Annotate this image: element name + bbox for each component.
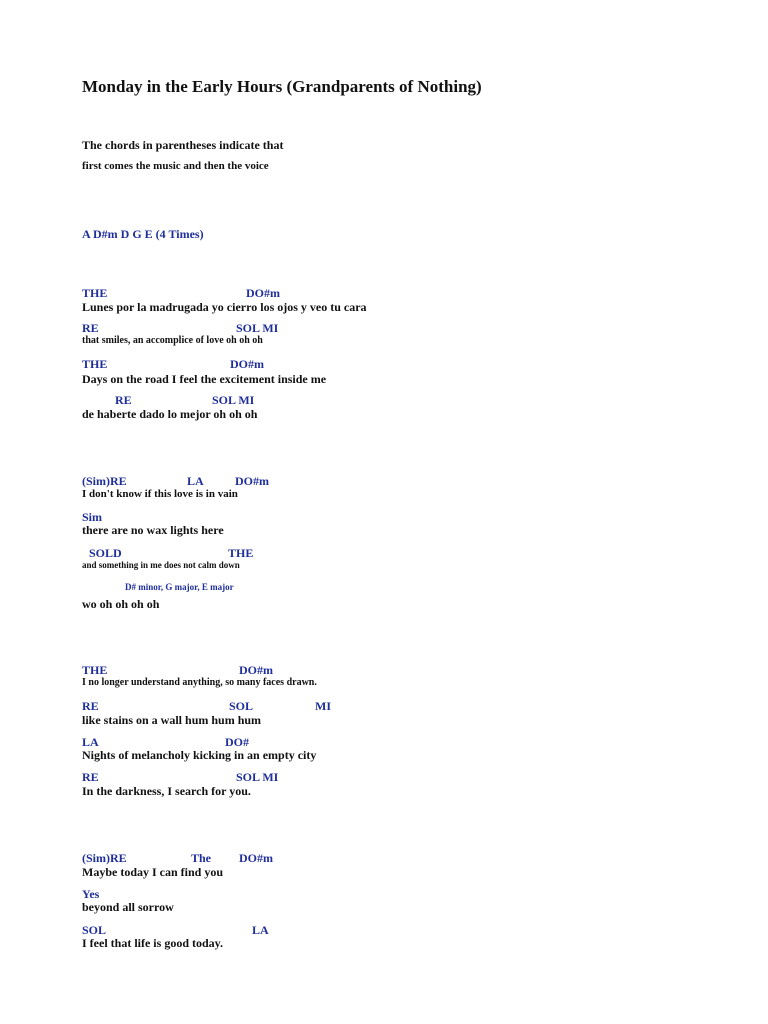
verse1-chord: RE — [82, 321, 99, 335]
verse1-chord: THE — [82, 286, 108, 300]
verse2-lyric: Nights of melancholy kicking in an empty city — [82, 748, 317, 762]
verse2-chord: LA — [82, 735, 99, 749]
verse2-chord: RE — [82, 699, 99, 713]
chorus1-lyric: wo oh oh oh oh — [82, 597, 160, 611]
chorus1-chord: (Sim)RE — [82, 474, 127, 488]
verse1-chord: RE — [115, 393, 132, 407]
intro-note-1: The chords in parentheses indicate that — [82, 138, 284, 152]
verse1-lyric: de haberte dado lo mejor oh oh oh — [82, 407, 258, 421]
chorus1-lyric: there are no wax lights here — [82, 523, 224, 537]
verse2-chord: DO# — [225, 735, 249, 749]
chorus2-lyric: beyond all sorrow — [82, 900, 174, 914]
chorus2-chord: DO#m — [239, 851, 273, 865]
chorus2-chord: (Sim)RE — [82, 851, 127, 865]
chorus1-chord: LA — [187, 474, 204, 488]
verse2-chord: MI — [315, 699, 331, 713]
page-title: Monday in the Early Hours (Grandparents of Nothing) — [82, 77, 482, 96]
verse2-chord: SOL — [229, 699, 254, 713]
verse1-lyric: Lunes por la madrugada yo cierro los ojos y veo tu cara — [82, 300, 367, 314]
chorus2-lyric: Maybe today I can find you — [82, 865, 224, 879]
verse2-lyric: I no longer understand anything, so many faces drawn. — [82, 677, 317, 688]
verse1-chord: DO#m — [246, 286, 280, 300]
chorus2-chord: Yes — [82, 887, 100, 901]
chorus2-chord: The — [191, 851, 212, 865]
chorus2-lyric: I feel that life is good today. — [82, 936, 223, 950]
chorus1-lyric: and something in me does not calm down — [82, 560, 240, 570]
verse2-chord: DO#m — [239, 663, 273, 677]
intro-chords: A D#m D G E (4 Times) — [82, 227, 204, 241]
chorus2-chord: SOL — [82, 923, 107, 937]
verse2-lyric: like stains on a wall hum hum hum — [82, 713, 262, 727]
verse1-lyric: that smiles, an accomplice of love oh oh oh — [82, 335, 263, 346]
chorus2-chord: LA — [252, 923, 269, 937]
chorus1-chord-names: D# minor, G major, E major — [125, 582, 234, 592]
intro-note-2: first comes the music and then the voice — [82, 160, 269, 172]
verse1-chord: SOL MI — [212, 393, 255, 407]
verse2-chord: SOL MI — [236, 770, 279, 784]
chorus1-lyric: I don't know if this love is in vain — [82, 488, 238, 500]
verse1-chord: SOL MI — [236, 321, 279, 335]
verse2-lyric: In the darkness, I search for you. — [82, 784, 251, 798]
chorus1-chord: DO#m — [235, 474, 269, 488]
verse1-chord: DO#m — [230, 357, 264, 371]
chorus1-chord: THE — [228, 546, 254, 560]
verse2-chord: RE — [82, 770, 99, 784]
verse1-chord: THE — [82, 357, 108, 371]
chorus1-chord: SOLD — [89, 546, 122, 560]
verse2-chord: THE — [82, 663, 108, 677]
verse1-lyric: Days on the road I feel the excitement inside me — [82, 372, 327, 386]
chorus1-chord: Sim — [82, 510, 103, 524]
